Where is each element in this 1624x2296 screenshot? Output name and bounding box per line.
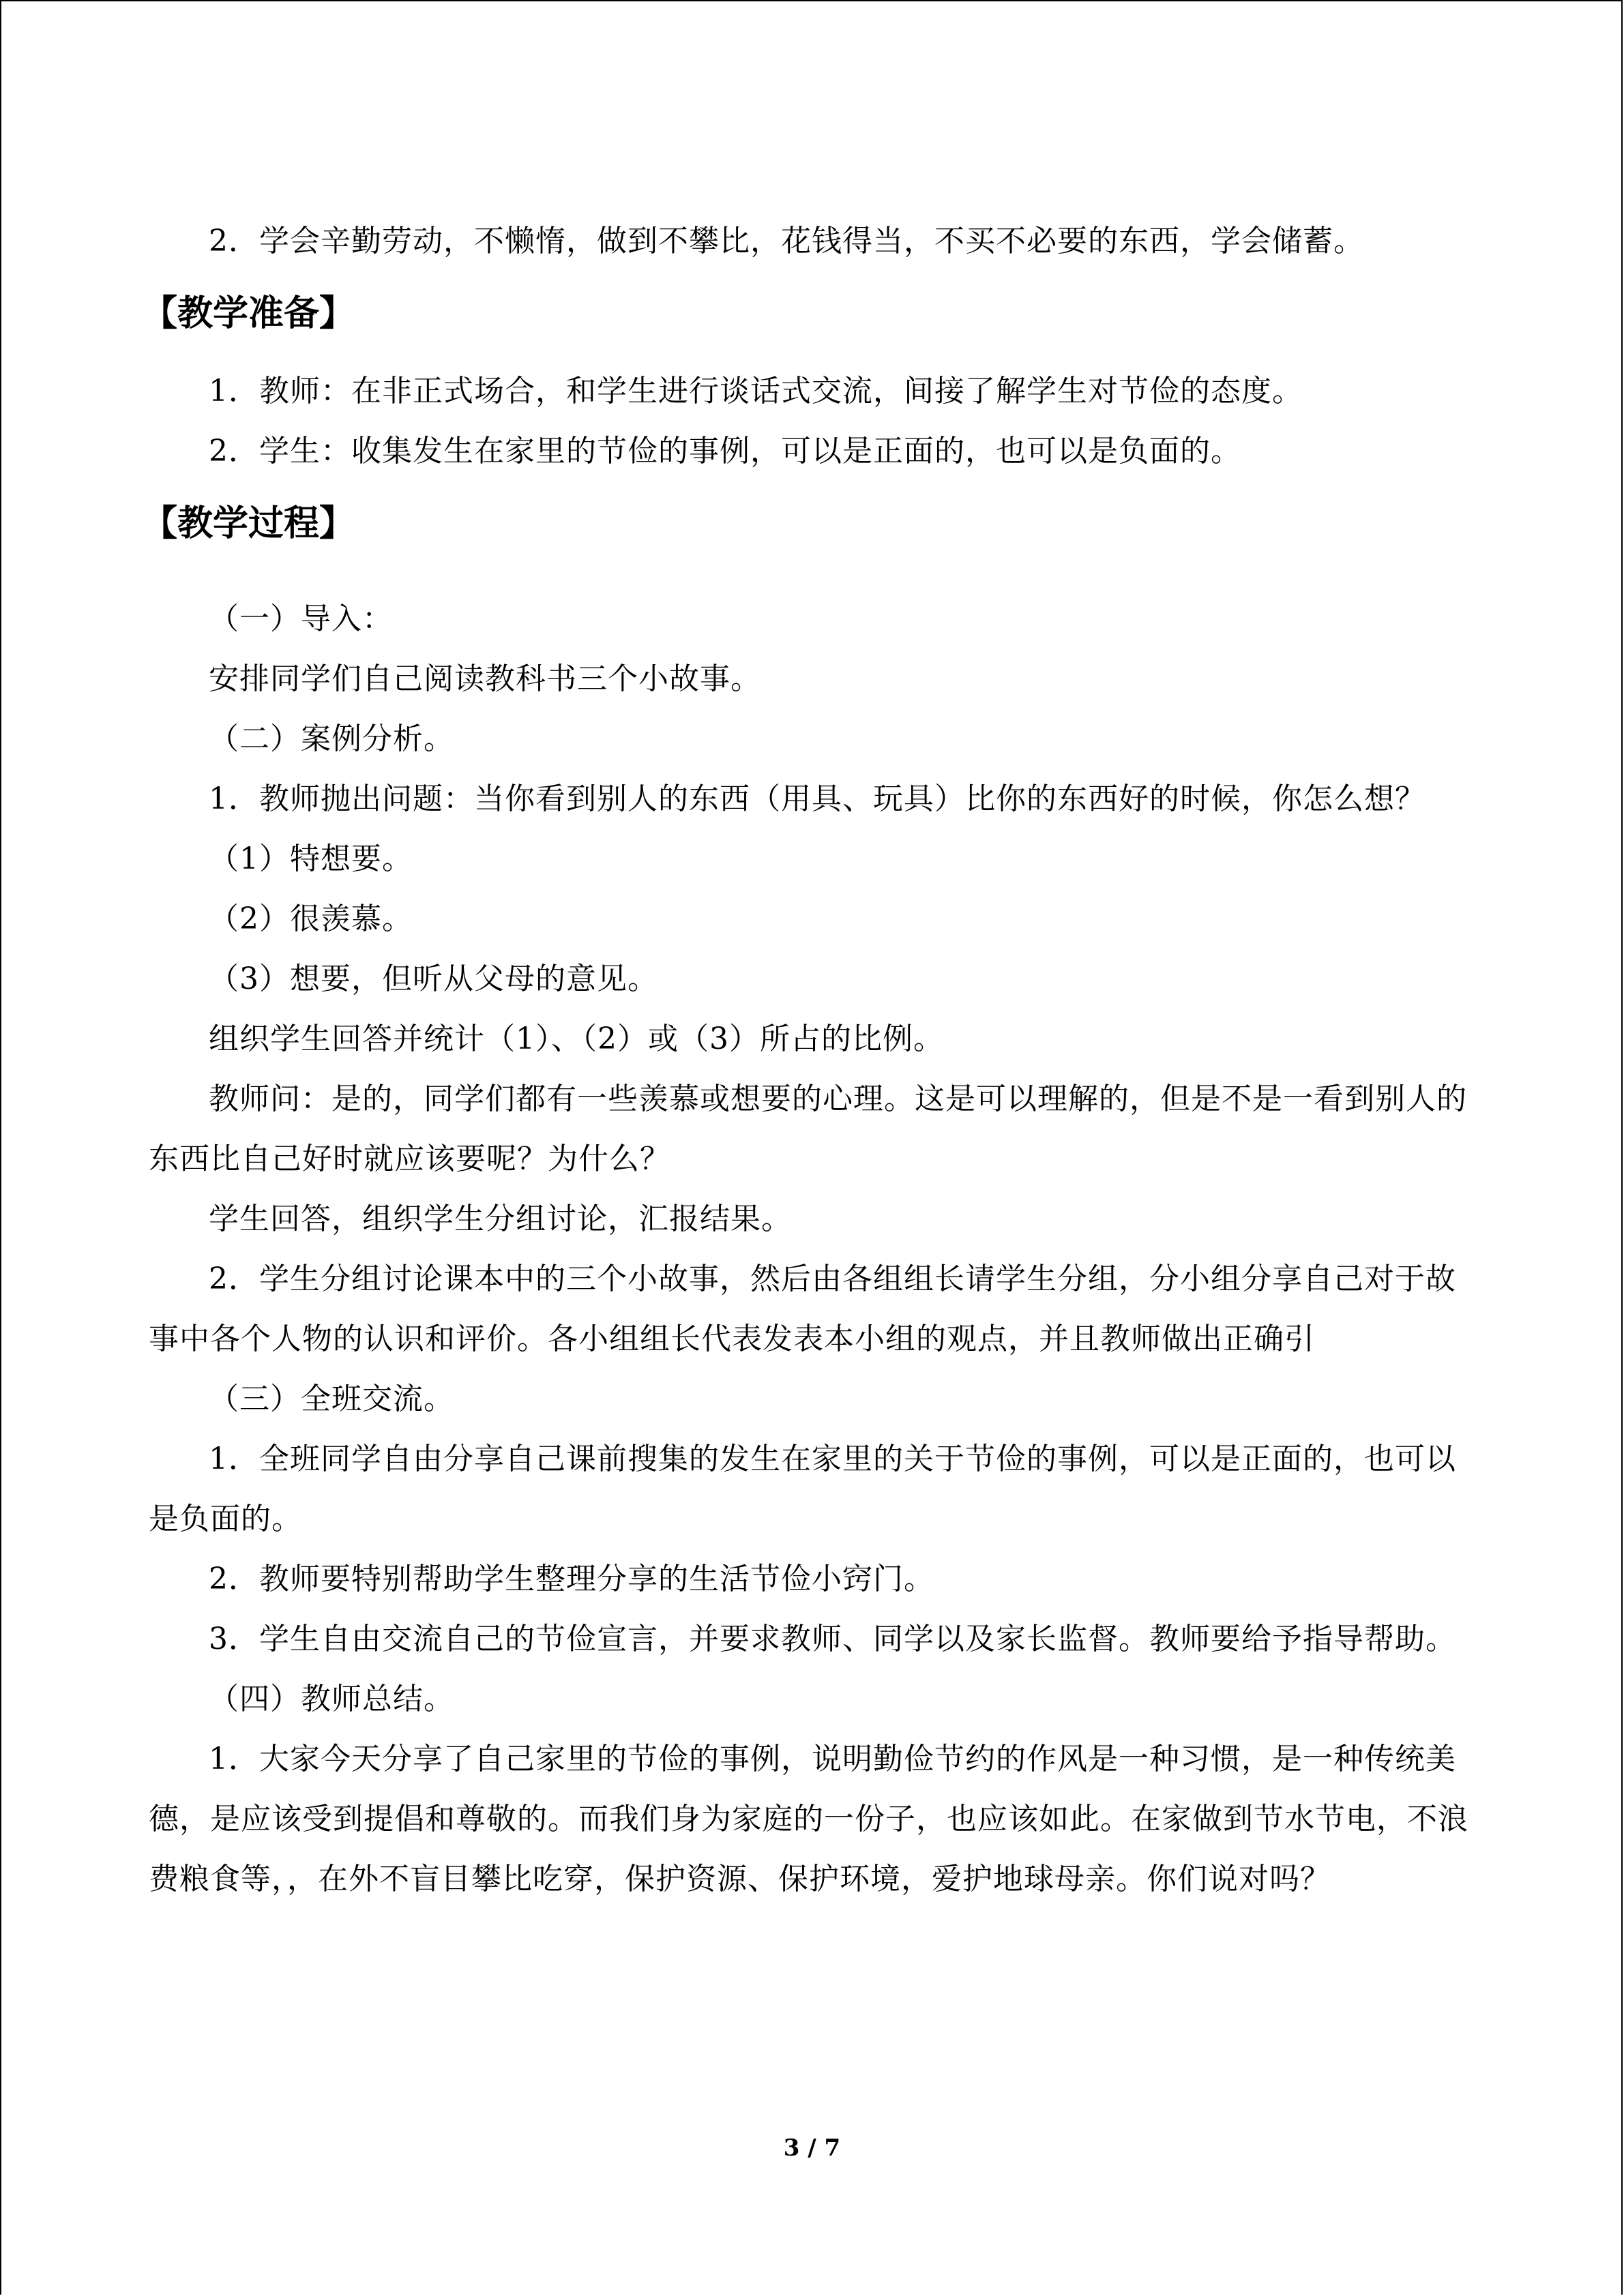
page-number: 3 / 7 (783, 2134, 841, 2162)
paragraph: （3）想要，但听从父母的意见。 (209, 961, 658, 996)
paragraph: 学生回答，组织学生分组讨论，汇报结果。 (209, 1202, 792, 1236)
paragraph: 1．教师：在非正式场合，和学生进行谈话式交流，间接了解学生对节俭的态度。 (209, 374, 1303, 408)
paragraph: 2．教师要特别帮助学生整理分享的生活节俭小窍门。 (209, 1562, 934, 1596)
paragraph: 1．大家今天分享了自己家里的节俭的事例，说明勤俭节约的作风是一种习惯，是一种传统美德，是应该受到提倡和尊敬的。而我们身为家庭的一份子，也应该如此。在家做到节水节电，不浪费粮食等，，在外不盲目攀比吃穿，保护资源、保护环境，爱护地球母亲。你们说对吗？ (149, 1742, 1468, 1896)
paragraph: （三）全班交流。 (209, 1382, 454, 1416)
paragraph: 3．学生自由交流自己的节俭宣言，并要求教师、同学以及家长监督。教师要给予指导帮助。 (209, 1622, 1456, 1656)
paragraph: （二）案例分析。 (209, 721, 454, 756)
paragraph: 教师问：是的，同学们都有一些羡慕或想要的心理。这是可以理解的，但是不是一看到别人的东西比自己好时就应该要呢？为什么？ (149, 1082, 1467, 1176)
paragraph: 2．学生分组讨论课本中的三个小故事，然后由各组组长请学生分组，分小组分享自己对于故事中各个人物的认识和评价。各小组组长代表发表本小组的观点，并且教师做出正确引 (149, 1262, 1456, 1356)
paragraph: 1．教师抛出问题：当你看到别人的东西（用具、玩具）比你的东西好的时候，你怎么想？ (209, 781, 1426, 816)
paragraph: （2）很羡慕。 (209, 901, 413, 936)
document-body (142, 211, 1475, 1909)
paragraph: 1．全班同学自由分享自己课前搜集的发生在家里的关于节俭的事例，可以是正面的，也可以是负面的。 (149, 1442, 1456, 1536)
paragraph: （一）导入： (209, 601, 393, 636)
paragraph: 2．学生：收集发生在家里的节俭的事例，可以是正面的，也可以是负面的。 (209, 434, 1241, 468)
paragraph: 组织学生回答并统计（1）、（2）或（3）所占的比例。 (209, 1022, 944, 1056)
paragraph: （四）教师总结。 (209, 1682, 454, 1716)
section-heading-process: 【教学过程】 (142, 503, 355, 544)
paragraph: （1）特想要。 (209, 841, 413, 876)
section-heading-prep: 【教学准备】 (142, 293, 355, 334)
paragraph: 安排同学们自己阅读教科书三个小故事。 (209, 661, 761, 696)
paragraph: 2．学会辛勤劳动，不懒惰，做到不攀比，花钱得当，不买不必要的东西，学会储蓄。 (209, 224, 1364, 258)
